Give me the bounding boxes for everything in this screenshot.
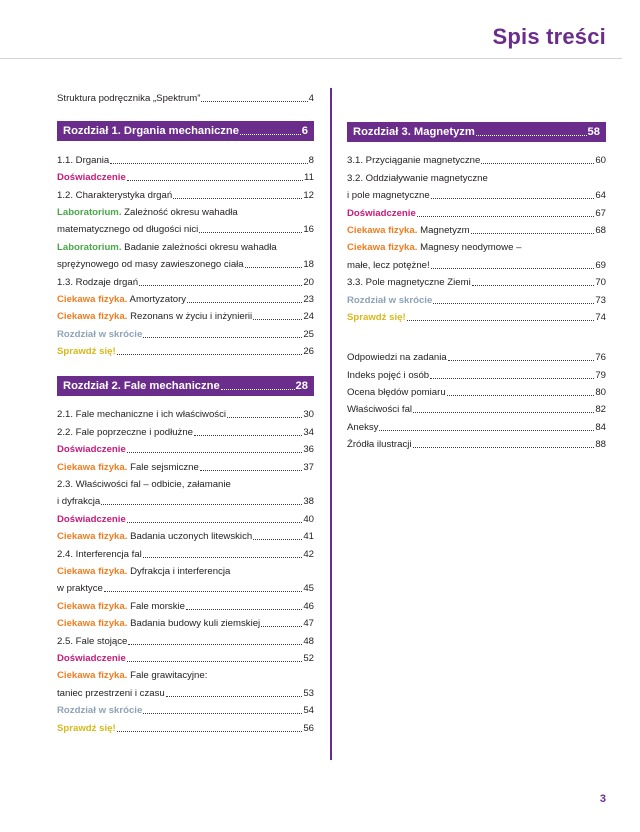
header-rule — [0, 58, 622, 59]
toc-entry-doswiadczenie[interactable]: Doświadczenie 36 — [57, 444, 314, 456]
toc-entry-ciekawa-fizyka[interactable]: Ciekawa fizyka. Amortyzatory 23 — [57, 293, 314, 305]
toc-entry-ciekawa-fizyka[interactable]: Ciekawa fizyka. Badania uczonych litewskich 41 — [57, 531, 314, 543]
toc-entry-laboratorium[interactable]: Laboratorium. Badanie zależności okresu wahadła — [57, 241, 277, 253]
toc-entry-doswiadczenie[interactable]: Doświadczenie 52 — [57, 652, 314, 664]
toc-entry-continuation[interactable]: i pole magnetyczne 64 — [347, 190, 606, 202]
page-number: 3 — [599, 793, 606, 805]
chapter-1-header[interactable]: Rozdział 1. Drgania mechaniczne 6 — [57, 121, 314, 141]
toc-entry[interactable]: 2.5. Fale stojące 48 — [57, 635, 314, 647]
toc-entry[interactable]: 2.4. Interferencja fal 42 — [57, 548, 314, 560]
toc-entry-rozdzial-w-skrocie[interactable]: Rozdział w skrócie 73 — [347, 294, 606, 306]
toc-entry-intro[interactable]: Struktura podręcznika „Spektrum” 4 — [57, 93, 314, 105]
toc-entry[interactable]: 3.2. Oddziaływanie magnetyczne — [347, 172, 488, 184]
toc-entry-appendix[interactable]: Indeks pojęć i osób 79 — [347, 369, 606, 381]
toc-entry-doswiadczenie[interactable]: Doświadczenie 11 — [57, 172, 314, 184]
toc-entry-ciekawa-fizyka[interactable]: Ciekawa fizyka. Dyfrakcja i interferencja — [57, 565, 231, 577]
toc-entry-ciekawa-fizyka[interactable]: Ciekawa fizyka. Fale grawitacyjne: — [57, 670, 208, 682]
toc-entry[interactable]: 1.2. Charakterystyka drgań 12 — [57, 189, 314, 201]
toc-entry-rozdzial-w-skrocie[interactable]: Rozdział w skrócie 25 — [57, 328, 314, 340]
toc-entry-continuation[interactable]: w praktyce 45 — [57, 583, 314, 595]
toc-entry-ciekawa-fizyka[interactable]: Ciekawa fizyka. Magnesy neodymowe – — [347, 242, 522, 254]
toc-entry-appendix[interactable]: Ocena błędów pomiaru 80 — [347, 387, 606, 399]
page-title: Spis treści — [492, 24, 606, 49]
toc-entry[interactable]: 3.1. Przyciąganie magnetyczne 60 — [347, 155, 606, 167]
toc-entry-doswiadczenie[interactable]: Doświadczenie 40 — [57, 513, 314, 525]
toc-right-column — [347, 116, 606, 451]
toc-entry-appendix[interactable]: Odpowiedzi na zadania 76 — [347, 352, 606, 364]
toc-entry[interactable]: 2.2. Fale poprzeczne i podłużne 34 — [57, 426, 314, 438]
toc-left-column — [57, 88, 314, 735]
toc-entry-continuation[interactable]: sprężynowego od masy zawieszonego ciała 18 — [57, 259, 314, 271]
column-divider — [330, 88, 332, 760]
toc-entry-continuation[interactable]: taniec przestrzeni i czasu 53 — [57, 687, 314, 699]
toc-entry-ciekawa-fizyka[interactable]: Ciekawa fizyka. Magnetyzm 68 — [347, 224, 606, 236]
toc-entry-continuation[interactable]: małe, lecz potężne! 69 — [347, 259, 606, 271]
toc-entry-sprawdz-sie[interactable]: Sprawdź się! 26 — [57, 346, 314, 358]
toc-entry[interactable]: 1.3. Rodzaje drgań 20 — [57, 276, 314, 288]
toc-entry-appendix[interactable]: Źródła ilustracji 88 — [347, 439, 606, 451]
toc-entry-appendix[interactable]: Właściwości fal 82 — [347, 404, 606, 416]
chapter-2-header[interactable]: Rozdział 2. Fale mechaniczne 28 — [57, 376, 314, 396]
toc-entry-continuation[interactable]: i dyfrakcja 38 — [57, 496, 314, 508]
toc-entry[interactable]: 2.3. Właściwości fal – odbicie, załamanie — [57, 479, 231, 491]
toc-entry-ciekawa-fizyka[interactable]: Ciekawa fizyka. Rezonans w życiu i inżynierii 24 — [57, 311, 314, 323]
toc-entry-appendix[interactable]: Aneksy 84 — [347, 421, 606, 433]
toc-entry-sprawdz-sie[interactable]: Sprawdź się! 74 — [347, 311, 606, 323]
toc-entry-laboratorium[interactable]: Laboratorium. Zależność okresu wahadła — [57, 206, 238, 218]
toc-entry-ciekawa-fizyka[interactable]: Ciekawa fizyka. Badania budowy kuli ziemskiej 47 — [57, 618, 314, 630]
toc-entry-doswiadczenie[interactable]: Doświadczenie 67 — [347, 207, 606, 219]
toc-entry-ciekawa-fizyka[interactable]: Ciekawa fizyka. Fale morskie 46 — [57, 600, 314, 612]
toc-entry-continuation[interactable]: matematycznego od długości nici 16 — [57, 224, 314, 236]
toc-entry-ciekawa-fizyka[interactable]: Ciekawa fizyka. Fale sejsmiczne 37 — [57, 461, 314, 473]
toc-entry[interactable]: 2.1. Fale mechaniczne i ich właściwości 30 — [57, 409, 314, 421]
toc-entry[interactable]: 1.1. Drgania 8 — [57, 154, 314, 166]
toc-entry-rozdzial-w-skrocie[interactable]: Rozdział w skrócie 54 — [57, 705, 314, 717]
toc-entry[interactable]: 3.3. Pole magnetyczne Ziemi 70 — [347, 277, 606, 289]
chapter-3-header[interactable]: Rozdział 3. Magnetyzm 58 — [347, 122, 606, 142]
toc-entry-sprawdz-sie[interactable]: Sprawdź się! 56 — [57, 722, 314, 734]
